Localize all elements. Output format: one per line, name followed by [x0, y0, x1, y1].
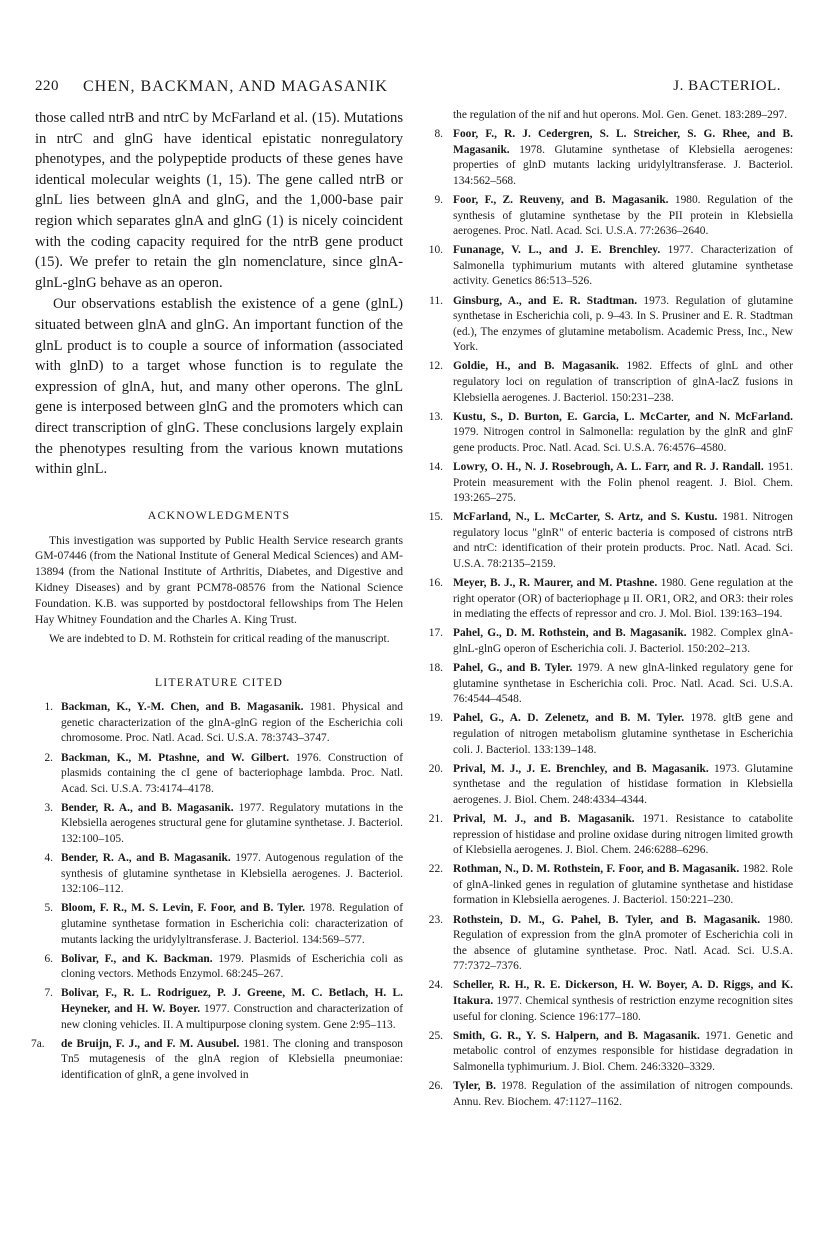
- reference-item: 13. Kustu, S., D. Burton, E. Garcia, L. McCarter, and N. McFarland. 1979. Nitrogen control in Salmonella: regulation by the glnR and glnF gene products. Proc. Natl. Acad. Sci. U.S.A. 76:4576–4580.: [428, 410, 793, 454]
- reference-item: 5. Bloom, F. R., M. S. Levin, F. Foor, and B. Tyler. 1978. Regulation of glutamine synthetase formation in Escherichia coli: characterization of mutants lacking the uridylyltransferase. J. Bacteriol. 134:569–577.: [44, 902, 403, 946]
- left-column: [31, 108, 403, 1087]
- reference-item: 18. Pahel, G., and B. Tyler. 1979. A new glnA-linked regulatory gene for glutamine synthetase in Escherichia coli. Proc. Natl. Acad. Sci. U.S.A. 76:4544–4548.: [428, 662, 793, 706]
- reference-item: 22. Rothman, N., D. M. Rothstein, F. Foor, and B. Magasanik. 1982. Role of glnA-linked genes in regulation of glutamine synthetase and histidase formation in Klebsiella aerogenes. J. Bacteriol. 150:221–230.: [428, 863, 793, 907]
- reference-item: 26. Tyler, B. 1978. Regulation of the assimilation of nitrogen compounds. Annu. Rev. Biochem. 47:1127–1162.: [428, 1079, 793, 1108]
- reference-list-left: [31, 700, 403, 1083]
- reference-item: 20. Prival, M. J., J. E. Brenchley, and B. Magasanik. 1973. Glutamine synthetase and the regulation of histidase formation in Klebsiella aerogenes. J. Biol. Chem. 248:4334–4344.: [428, 762, 793, 806]
- reference-item: 21. Prival, M. J., and B. Magasanik. 1971. Resistance to catabolite repression of histidase and proline oxidase during nitrogen limited growth of Klebsiella aerogenes. J. Biol. Chem. 246:6288–6296.: [428, 812, 793, 857]
- body-paragraph: those called ntrB and ntrC by McFarland et al. (15). Mutations in ntrC and glnG have identical epistatic nonregulatory phenotypes, and the polypeptide products of these genes have identical molecular weights (1, 15). The gene called ntrB or glnL lies between glnA and glnG, and the 1,000-base pair region which separates glnA and glnG (1) is nicely coincident with the coding capacity required for the ntrB gene product (15). We prefer to retain the gln nomenclature, since glnA-glnL-glnG behave as an operon.: [35, 110, 403, 291]
- reference-item: 14. Lowry, O. H., N. J. Rosebrough, A. L. Farr, and R. J. Randall. 1951. Protein measurement with the Folin phenol reagent. J. Biol. Chem. 193:265–275.: [428, 460, 793, 505]
- reference-item: 12. Goldie, H., and B. Magasanik. 1982. Effects of glnL and other regulatory loci on regulation of transcription of glnA-lacZ fusions in Klebsiella aerogenes. J. Bacteriol. 150:231–238.: [428, 360, 793, 404]
- reference-item: 17. Pahel, G., D. M. Rothstein, and B. Magasanik. 1982. Complex glnA-glnL-glnG operon of Escherichia coli. J. Bacteriol. 150:202–213.: [428, 627, 793, 655]
- reference-item: 7a. de Bruijn, F. J., and F. M. Ausubel. 1981. The cloning and transposon Tn5 mutagenesis of the glnA region of Klebsiella pneumoniae: identification of glnR, a gene involved in: [31, 1037, 403, 1081]
- body-paragraph: Our observations establish the existence of a gene (glnL) situated between glnA and glnG. An important function of the glnL product is to couple a source of information (associated with glnD) to a target whose function is to regulate the expression of glnA, hut, and many other operons. The glnL gene is interposed between glnG and the promoters which can direct transcription of glnG. These conclusions largely explain the phenotypes resulting from the various known mutations within glnL.: [35, 296, 403, 478]
- running-authors: CHEN, BACKMAN, AND MAGASANIK: [83, 78, 388, 95]
- reference-item: 6. Bolivar, F., and K. Backman. 1979. Plasmids of Escherichia coli as cloning vectors. Methods Enzymol. 68:245–267.: [44, 952, 403, 981]
- acknowledgments-paragraph: This investigation was supported by Public Health Service research grants GM-07446 (from the National Institute of General Medical Sciences) and AM-13894 (from the National Institute of Arthritis, Diabetes, and Digestive and Kidney Diseases) and by grant PCM78-08576 from the National Science Foundation. K.B. was supported by postdoctoral fellowships from The Helen Hay Whitney Foundation and the Charles A. King Trust.: [35, 533, 403, 626]
- reference-item: 23. Rothstein, D. M., G. Pahel, B. Tyler, and B. Magasanik. 1980. Regulation of expression from the glnA promoter of Escherichia coli in the absence of glutamine synthetase. Proc. Natl. Acad. Sci. U.S.A. 77:7372–7376.: [428, 913, 794, 973]
- reference-item: 9. Foor, F., Z. Reuveny, and B. Magasanik. 1980. Regulation of the synthesis of glutamine synthetase by the PII protein in Klebsiella aerogenes. Proc. Natl. Acad. Sci. U.S.A. 77:2636–2640.: [434, 193, 793, 238]
- page-number: 220: [35, 78, 59, 94]
- reference-item: 1. Backman, K., Y.-M. Chen, and B. Magasanik. 1981. Physical and genetic characterization of the glnA-glnG region of the Escherichia coli chromosome. Proc. Natl. Acad. Sci. U.S.A. 78:3743–3747.: [44, 701, 403, 745]
- reference-item: 3. Bender, R. A., and B. Magasanik. 1977. Regulatory mutations in the Klebsiella aerogenes structural gene for glutamine synthetase. J. Bacteriol. 132:100–105.: [44, 801, 403, 846]
- reference-item: 7. Bolivar, F., R. L. Rodriguez, P. J. Greene, M. C. Betlach, H. L. Heyneker, and H. W. Boyer. 1977. Construction and characterization of new cloning vehicles. II. A multipurpose cloning system. Gene 2:95–113.: [44, 987, 403, 1031]
- reference-item: 10. Funanage, V. L., and J. E. Brenchley. 1977. Characterization of Salmonella typhimurium mutants with altered glutamine synthetase activity. Genetics 86:513–526.: [428, 244, 793, 288]
- reference-item: 24. Scheller, R. H., R. E. Dickerson, H. W. Boyer, A. D. Riggs, and K. Itakura. 1977. Chemical synthesis of restriction enzyme recognition sites useful for cloning. Science 196:177–180.: [428, 979, 793, 1023]
- reference-item: 19. Pahel, G., A. D. Zelenetz, and B. M. Tyler. 1978. gltB gene and regulation of nitrogen metabolism glutamine synthetase in Escherichia coli. J. Bacteriol. 133:139–148.: [428, 712, 793, 756]
- acknowledgments-paragraph: We are indebted to D. M. Rothstein for critical reading of the manuscript.: [49, 632, 390, 646]
- reference-continuation: the regulation of the nif and hut operons. Mol. Gen. Genet. 183:289–297.: [453, 109, 788, 121]
- reference-item: 11. Ginsburg, A., and E. R. Stadtman. 1973. Regulation of glutamine synthetase in Escherichia coli, p. 9–43. In S. Prusiner and E. R. Stadtman (ed.), The enzymes of glutamine metabolism. Academic Press, Inc., New York.: [429, 294, 794, 354]
- right-column: [423, 108, 793, 1114]
- reference-item: 15. McFarland, N., L. McCarter, S. Artz, and S. Kustu. 1981. Nitrogen regulatory locus "glnR" of enteric bacteria is composed of cistrons ntrB and ntrC: identification of their protein products. Proc. Natl. Acad. Sci. U.S.A. 78:2135–2159.: [428, 511, 793, 571]
- reference-list-right: [423, 108, 793, 1110]
- literature-cited-heading: LITERATURE CITED: [154, 675, 284, 690]
- acknowledgments-heading: ACKNOWLEDGMENTS: [147, 507, 291, 522]
- running-header: [35, 78, 781, 102]
- reference-item: 2. Backman, K., M. Ptashne, and W. Gilbert. 1976. Construction of plasmids containing the cI gene of bacteriophage lambda. Proc. Natl. Acad. Sci. U.S.A. 73:4174–4178.: [44, 751, 403, 795]
- reference-item: 8. Foor, F., R. J. Cedergren, S. L. Streicher, S. G. Rhee, and B. Magasanik. 1978. Glutamine synthetase of Klebsiella aerogenes: properties of glnD mutants lacking uridylyltransferase. J. Bacteriol. 134:562–568.: [434, 128, 793, 187]
- reference-item: 16. Meyer, B. J., R. Maurer, and M. Ptashne. 1980. Gene regulation at the right operator (OR) of bacteriophage μ II. OR1, OR2, and OR3: their roles in mediating the effects of repressor and cro. J. Mol. Biol. 139:163–194.: [428, 577, 794, 621]
- reference-item: 4. Bender, R. A., and B. Magasanik. 1977. Autogenous regulation of the synthesis of glutamine synthetase in Klebsiella aerogenes. J. Bacteriol. 132:106–112.: [44, 852, 403, 896]
- reference-item: 25. Smith, G. R., Y. S. Halpern, and B. Magasanik. 1971. Genetic and metabolic control of enzymes responsible for histidase degradation in Salmonella typhimurium. J. Biol. Chem. 246:3320–3329.: [428, 1029, 793, 1073]
- journal-name: J. BACTERIOL.: [673, 78, 781, 94]
